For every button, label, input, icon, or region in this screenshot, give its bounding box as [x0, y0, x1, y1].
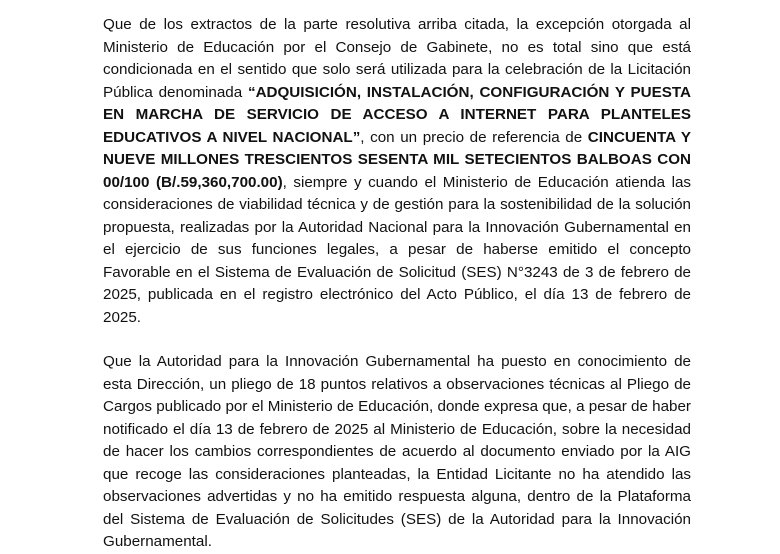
- paragraph-1-text-c: , siempre y cuando el Ministerio de Educación atienda las consideraciones de viabilidad técnica y de gestión para la sostenibilidad de la solución propuesta, realizadas por la Autoridad Nacional para la Innovación Gubernamental en el ejercicio de sus funciones legales, a pesar de haberse emitido el concepto Favorable en el Sistema de Evaluación de Solicitud (SES) N°3243 de 3 de febrero de 2025, publicada en el registro electrónico del Acto Público, el día 13 de febrero de 2025.: [103, 173, 691, 326]
- document-page: [103, 14, 691, 554]
- tender-name: “ADQUISICIÓN, INSTALACIÓN, CONFIGURACIÓN Y PUESTA EN MARCHA DE SERVICIO DE ACCESO A INTERNET PARA PLANTELES EDUCATIVOS A NIVEL NACIONAL”: [103, 83, 691, 146]
- paragraph-aig-observations: Que la Autoridad para la Innovación Gubernamental ha puesto en conocimiento de esta Dirección, un pliego de 18 puntos relativos a observaciones técnicas al Pliego de Cargos publicado por el Ministerio de Educación, donde expresa que, a pesar de haber notificado el día 13 de febrero de 2025 al Ministerio de Educación, sobre la necesidad de hacer los cambios correspondientes de acuerdo al documento enviado por la AIG que recoge las consideraciones planteadas, la Entidad Licitante no ha atendido las observaciones advertidas y no ha emitido respuesta alguna, dentro de la Plataforma del Sistema de Evaluación de Solicitudes (SES) de la Autoridad para la Innovación Gubernamental.: [103, 353, 691, 550]
- paragraph-exception-conditions: [103, 14, 691, 329]
- paragraph-1-text-a: Que de los extractos de la parte resolutiva arriba citada, la excepción otorgada al Ministerio de Educación por el Consejo de Gabinete, no es total sino que está condicionada en el sentido que solo será utilizada para la celebración de la Licitación Pública denominada: [103, 16, 691, 101]
- paragraph-1-text-b: , con un precio de referencia de: [360, 128, 588, 146]
- reference-price: CINCUENTA Y NUEVE MILLONES TRESCIENTOS SESENTA MIL SETECIENTOS BALBOAS CON 00/100 (B/.59,360,700.00): [103, 128, 691, 191]
